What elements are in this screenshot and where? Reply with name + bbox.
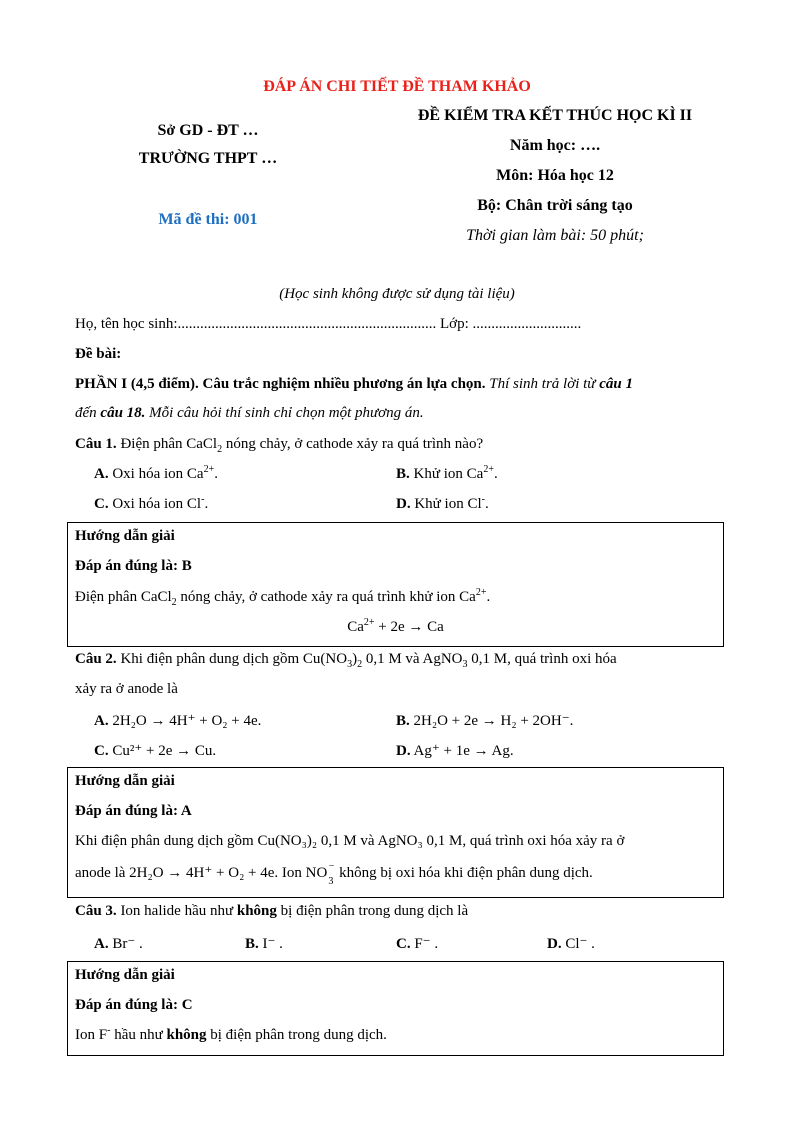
q3-explanation: Ion F- hầu như không bị điện phân trong dung dịch. <box>75 1025 387 1043</box>
question-2-text-line2: xảy ra ở anode là <box>75 681 178 697</box>
q2-option-d: D. Ag⁺ + 1e → Ag. <box>396 743 514 759</box>
exam-code: Mã đề thi: 001 <box>158 211 258 228</box>
q1-option-c: C. Oxi hóa ion Cl-. <box>94 494 209 512</box>
textbook-set: Bộ: Chân trời sáng tạo <box>477 197 633 214</box>
question-1-text: Câu 1. Điện phân CaCl$_2$ nóng chảy, ở cathode xảy ra quá trình nào? <box>75 436 484 455</box>
q2-answer: Đáp án đúng là: A <box>75 803 192 819</box>
q1-explanation: Điện phân CaCl$_2$ nóng chảy, ở cathode xảy ra quá trình khử ion $Ca^{2+}$. <box>75 587 491 608</box>
q1-answer: Đáp án đúng là: B <box>75 558 192 574</box>
de-bai-heading: Đề bài: <box>75 346 122 362</box>
q3-answer: Đáp án đúng là: C <box>75 997 193 1013</box>
school-year: Năm học: …. <box>509 137 601 154</box>
part1-heading: PHẦN I (4,5 điểm). Câu trắc nghiệm nhiều phương án lựa chọn. Thí sinh trả lời từ câu 1 <box>75 376 633 392</box>
q1-guide-title: Hướng dẫn giải <box>75 528 175 544</box>
nitrate-ion: NO − 3 <box>305 861 335 887</box>
q3-option-b: B. I⁻ . <box>245 936 283 952</box>
question-2-text: Câu 2. Khi điện phân dung dịch gồm $Cu(NO_3)_2$ 0,1 M và AgNO$_3$ 0,1 M, quá trình oxi hóa <box>75 651 617 670</box>
q2-explanation-line1: Khi điện phân dung dịch gồm Cu(NO₃)₂ 0,1 M và AgNO₃ 0,1 M, quá trình oxi hóa xảy ra ở <box>75 833 625 849</box>
q2-option-c: C. Cu²⁺ + 2e → Cu. <box>94 743 217 759</box>
no-materials-note: (Học sinh không được sử dụng tài liệu) <box>279 286 515 302</box>
q1-equation: $Ca^{2+} + 2e \to Ca$ <box>347 617 444 635</box>
q2-option-b: B. 2H₂O + 2e → H₂ + 2OH⁻. <box>396 713 574 729</box>
school-name: TRƯỜNG THPT … <box>138 150 278 167</box>
exam-duration: Thời gian làm bài: 50 phút; <box>466 227 644 244</box>
q1-option-b: B. Khử ion $Ca^{2+}$. <box>396 464 498 482</box>
q2-option-a: A. 2H₂O → 4H⁺ + O₂ + 4e. <box>94 713 262 729</box>
q3-option-d: D. Cl⁻ . <box>547 936 595 952</box>
q3-option-a: A. Br⁻ . <box>94 936 143 952</box>
q1-option-d: D. Khử ion Cl-. <box>396 494 489 512</box>
subject: Môn: Hóa học 12 <box>496 167 614 184</box>
q3-guide-title: Hướng dẫn giải <box>75 967 175 983</box>
q1-option-a: A. Oxi hóa ion $Ca^{2+}$. <box>94 464 218 482</box>
exam-heading: ĐỀ KIỂM TRA KẾT THÚC HỌC KÌ II <box>417 107 693 124</box>
student-info-line: Họ, tên học sinh:..................................................................... Lớp: ............................. <box>75 316 582 332</box>
q3-option-c: C. F⁻ . <box>396 936 439 952</box>
q2-guide-title: Hướng dẫn giải <box>75 773 175 789</box>
part1-instructions: đến câu 18. Mỗi câu hỏi thí sinh chỉ chọn một phương án. <box>75 405 424 421</box>
q2-explanation-line2: anode là 2H₂O → 4H⁺ + O₂ + 4e. Ion NO − 3 không bị oxi hóa khi điện phân dung dịch. <box>75 861 593 887</box>
document-title: ĐÁP ÁN CHI TIẾT ĐỀ THAM KHẢO <box>263 78 531 95</box>
question-3-text: Câu 3. Ion halide hầu như không bị điện phân trong dung dịch là <box>75 903 469 919</box>
department-name: Sở GD - ĐT … <box>157 122 259 139</box>
